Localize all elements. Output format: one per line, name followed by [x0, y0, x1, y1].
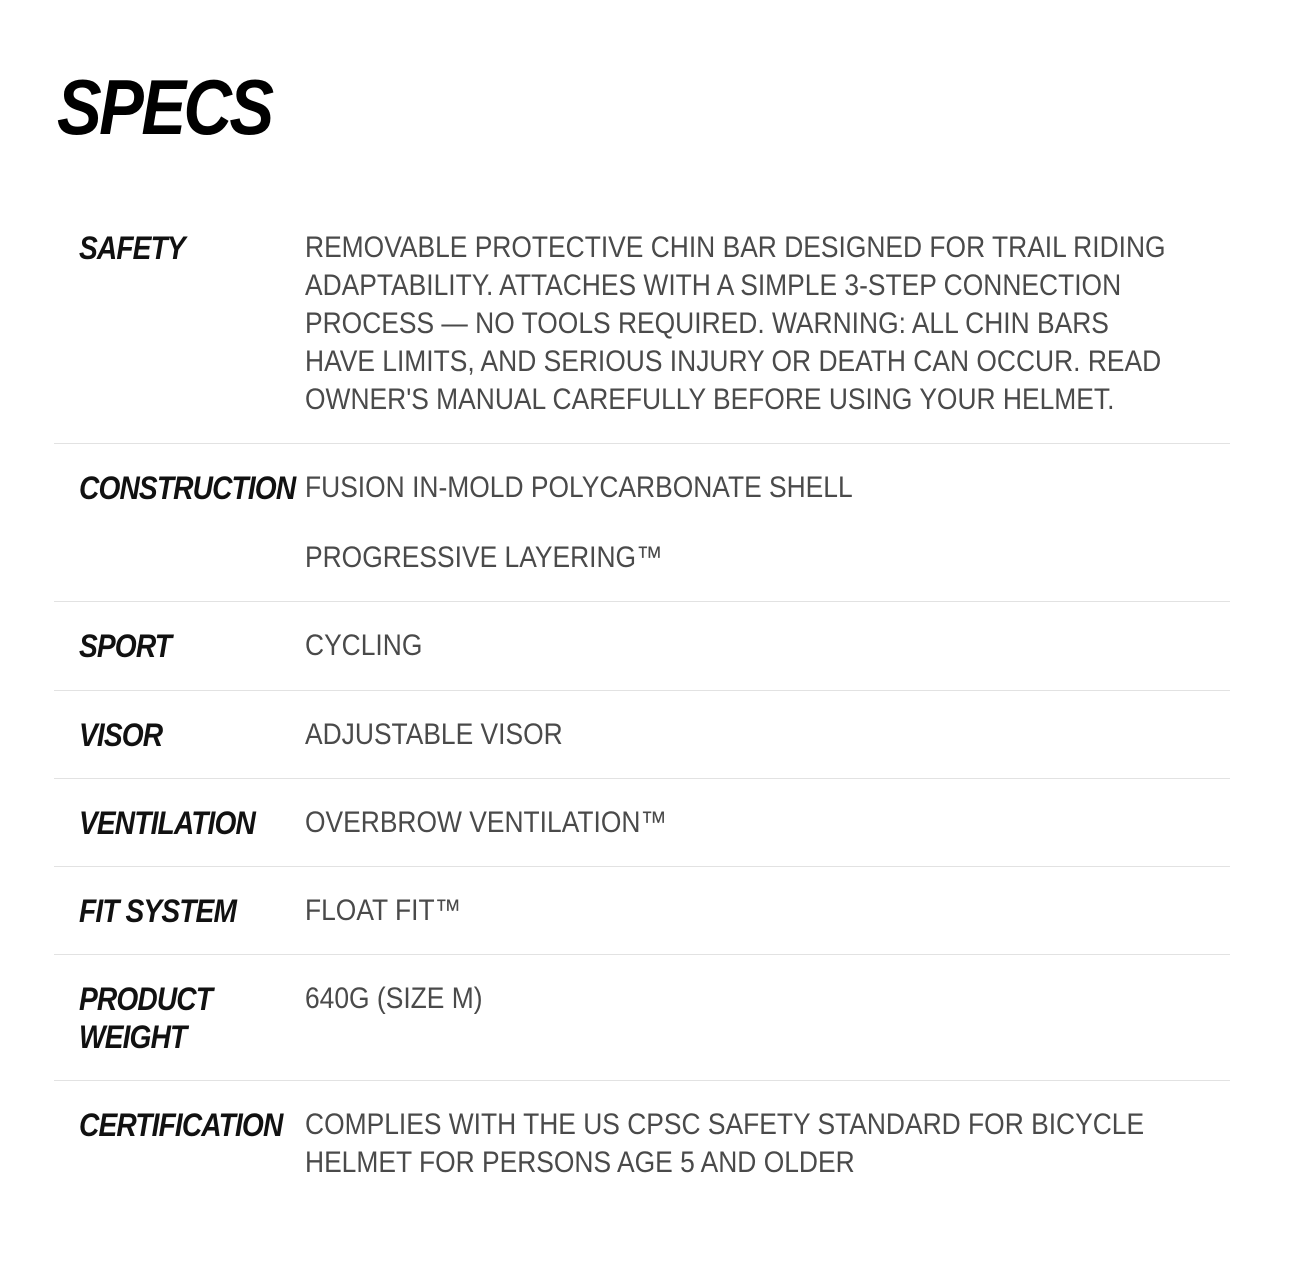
spec-value [305, 804, 1176, 842]
spec-row-product-weight [54, 955, 1230, 1081]
spec-value-line: COMPLIES WITH THE US CPSC SAFETY STANDARD FOR BICYCLE HELMET FOR PERSONS AGE 5 AND OLDER [305, 1108, 1145, 1179]
spec-value [305, 1106, 1176, 1182]
spec-value-line: FUSION IN-MOLD POLYCARBONATE SHELL [305, 471, 853, 504]
specs-table [54, 212, 1230, 1201]
spec-row-construction [54, 444, 1230, 602]
spec-value [305, 229, 1176, 419]
spec-row-safety [54, 212, 1230, 444]
spec-value-line: FLOAT FIT™ [305, 894, 461, 927]
spec-label: CONSTRUCTION [79, 470, 296, 506]
spec-label: FIT SYSTEM [79, 893, 237, 929]
spec-value-line: ADJUSTABLE VISOR [305, 718, 563, 751]
spec-row-visor [54, 691, 1230, 779]
page-title: SPECS [57, 63, 272, 151]
spec-label: VISOR [79, 717, 163, 753]
spec-value-line: CYCLING [305, 629, 423, 662]
spec-row-sport [54, 602, 1230, 691]
spec-value-line: PROGRESSIVE LAYERING™ [305, 541, 663, 574]
spec-label: SPORT [79, 628, 172, 664]
spec-row-fit-system [54, 867, 1230, 955]
spec-value [305, 469, 1176, 577]
spec-row-ventilation [54, 779, 1230, 867]
spec-value-line: 640G (SIZE M) [305, 982, 483, 1015]
spec-value [305, 980, 1176, 1018]
spec-label: SAFETY [79, 230, 185, 266]
spec-value [305, 892, 1176, 930]
spec-label: VENTILATION [79, 805, 255, 841]
spec-value [305, 716, 1176, 754]
spec-value [305, 627, 1176, 665]
spec-value-line: OVERBROW VENTILATION™ [305, 806, 667, 839]
spec-value-line: REMOVABLE PROTECTIVE CHIN BAR DESIGNED FOR TRAIL RIDING ADAPTABILITY. ATTACHES WITH A SIMPLE 3-STEP CONNECTION PROCESS — NO TOOLS REQUIRED. WARNING: ALL CHIN BARS HAVE LIMITS, AND SERIOUS INJURY OR DEATH CAN OCCUR. READ OWNER'S MANUAL CAREFULLY BEFORE USING YOUR HELMET. [305, 231, 1166, 416]
spec-label: CERTIFICATION [79, 1107, 283, 1143]
spec-row-certification [54, 1081, 1230, 1201]
spec-label: PRODUCT WEIGHT [79, 981, 213, 1055]
